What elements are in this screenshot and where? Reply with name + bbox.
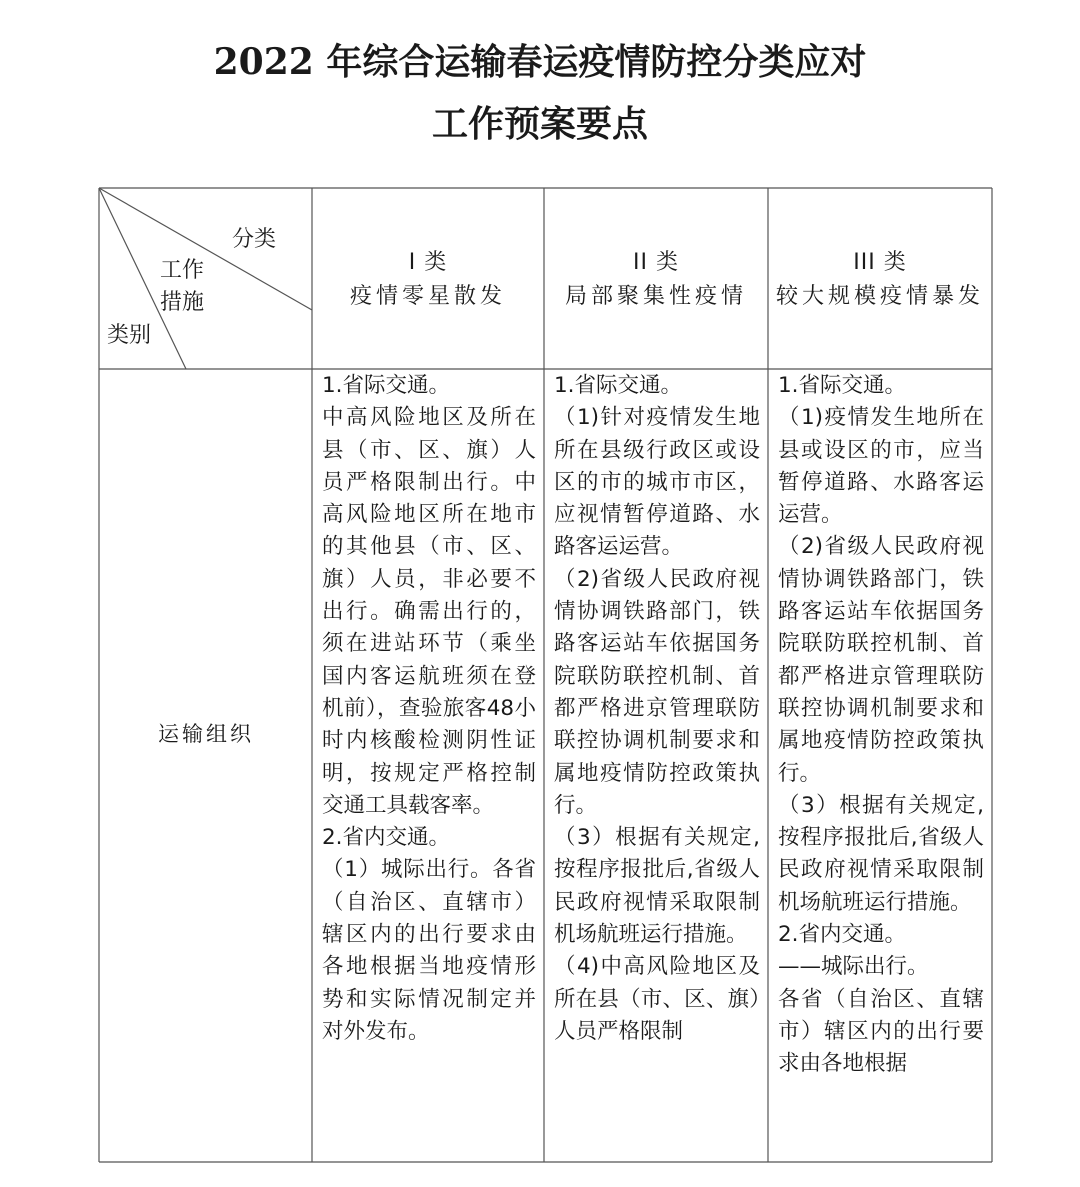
class-1-measures-text bbox=[322, 370, 536, 1160]
paragraph: （2)省级人民政府视情协调铁路部门，铁路客运站车依据国务院联防联控机制、首都严格进京管理联防联控协调机制要求和属地疫情防控政策执行。 bbox=[554, 566, 760, 818]
corner-measures-label-2: 措施 bbox=[160, 290, 205, 315]
paragraph: （1)针对疫情发生地所在县级行政区或设区的市的城市市区，应视情暂停道路、水路客运运营。 bbox=[554, 405, 760, 560]
column-header-class-1 bbox=[312, 246, 544, 314]
paragraph: 中高风险地区及所在县（市、区、旗）人员严格限制出行。中高风险地区所在地市的其他县（市、区、旗）人员，非必要不出行。确需出行的，须在进站环节（乘坐国内客运航班须在登机前），查验旅客48小时内核酸检测阴性证明，按规定严格控制交通工具载客率。 bbox=[322, 405, 536, 818]
class-2-description: 局部聚集性疫情 bbox=[564, 284, 747, 309]
paragraph: （3）根据有关规定,按程序报批后,省级人民政府视情采取限制机场航班运行措施。 bbox=[778, 792, 984, 915]
paragraph: （2)省级人民政府视情协调铁路部门，铁路客运站车依据国务院联防联控机制、首都严格进京管理联防联控协调机制要求和属地疫情防控政策执行。 bbox=[778, 534, 984, 786]
class-1-label: I 类 bbox=[408, 250, 448, 275]
document-title-line2: 工作预案要点 bbox=[431, 103, 648, 145]
paragraph: （1)疫情发生地所在县或设区的市，应当暂停道路、水路客运运营。 bbox=[778, 405, 984, 528]
paragraph: （3）根据有关规定,按程序报批后,省级人民政府视情采取限制机场航班运行措施。 bbox=[554, 825, 760, 948]
class-2-measures-text bbox=[554, 370, 760, 1160]
paragraph: （1）城际出行。各省（自治区、直辖市）辖区内的出行要求由各地根据当地疫情形势和实际情况制定并对外发布。 bbox=[322, 857, 536, 1044]
diagonal-line-1 bbox=[99, 188, 312, 310]
row-label-transport-organization: 运输组织 bbox=[158, 722, 254, 746]
paragraph: 2.省内交通。 bbox=[322, 825, 451, 851]
class-3-label: III 类 bbox=[853, 250, 907, 275]
column-header-class-3 bbox=[768, 246, 992, 314]
corner-category-label: 分类 bbox=[232, 227, 277, 252]
corner-measures-label-1: 工作 bbox=[160, 258, 205, 283]
class-3-measures-text bbox=[778, 370, 984, 1160]
paragraph: ——城际出行。 bbox=[778, 954, 929, 980]
paragraph: 1.省际交通。 bbox=[554, 373, 683, 398]
class-2-label: II 类 bbox=[633, 250, 679, 275]
paragraph: 各省（自治区、直辖市）辖区内的出行要求由各地根据 bbox=[778, 986, 984, 1077]
paragraph: 1.省际交通。 bbox=[778, 373, 907, 398]
class-1-description: 疫情零星散发 bbox=[349, 284, 506, 309]
corner-type-label: 类别 bbox=[107, 323, 152, 348]
column-header-class-2 bbox=[544, 246, 768, 314]
document-title-line1: 2022 年综合运输春运疫情防控分类应对 bbox=[213, 41, 867, 83]
paragraph: （4)中高风险地区及所在县（市、区、旗）人员严格限制 bbox=[554, 954, 760, 1044]
paragraph: 2.省内交通。 bbox=[778, 922, 907, 948]
paragraph: 1.省际交通。 bbox=[322, 373, 451, 398]
class-3-description: 较大规模疫情暴发 bbox=[775, 284, 984, 309]
